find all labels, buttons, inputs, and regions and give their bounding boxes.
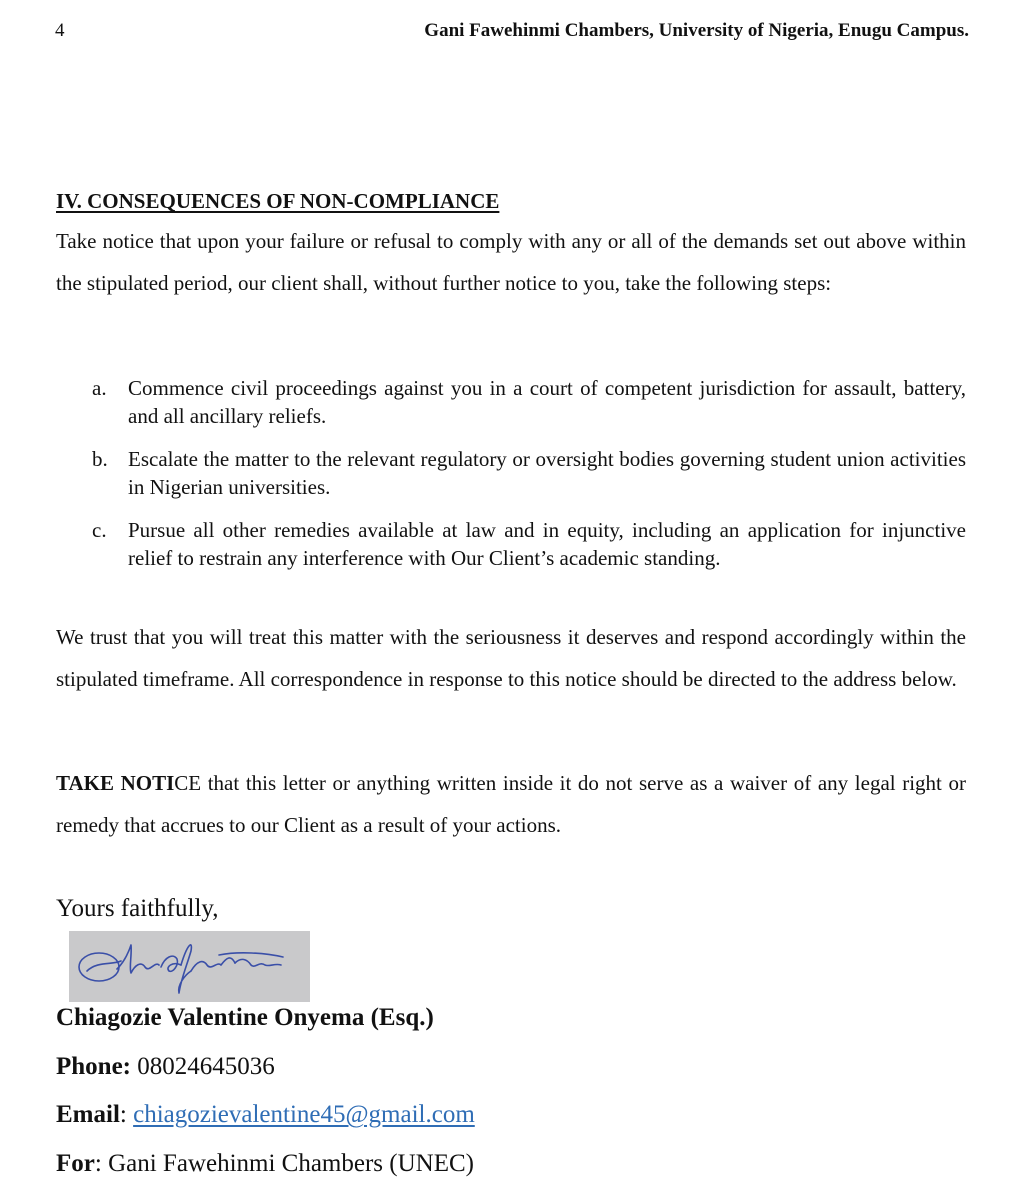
take-notice-text: CE that this letter or anything written inside it do not serve as a waiver of any legal right or remedy that accrues to our Client as a result of your actions. bbox=[56, 771, 966, 837]
list-item-text: Commence civil proceedings against you in a court of competent jurisdiction for assault, battery, and all ancillary reliefs. bbox=[128, 376, 966, 428]
for-value: : Gani Fawehinmi Chambers (UNEC) bbox=[94, 1150, 474, 1177]
phone-value: 08024645036 bbox=[137, 1053, 275, 1080]
signature-icon bbox=[69, 931, 310, 1002]
phone-line bbox=[56, 1053, 275, 1081]
list-marker: a. bbox=[92, 376, 107, 400]
list-marker: c. bbox=[92, 518, 107, 542]
page-number: 4 bbox=[55, 20, 65, 41]
signer-name: Chiagozie Valentine Onyema (Esq.) bbox=[56, 1004, 434, 1031]
phone-label: Phone: bbox=[56, 1053, 131, 1080]
list-marker: b. bbox=[92, 447, 108, 471]
intro-paragraph: Take notice that upon your failure or refusal to comply with any or all of the demands set out above within the stipulated period, our client shall, without further notice to you, take the following steps: bbox=[56, 229, 966, 295]
email-separator: : bbox=[119, 1101, 127, 1128]
handwritten-signature bbox=[69, 931, 310, 1002]
take-notice-bold: TAKE NOTI bbox=[56, 771, 175, 795]
email-label: Email bbox=[56, 1101, 120, 1128]
trust-paragraph: We trust that you will treat this matter with the seriousness it deserves and respond accordingly within the stipulated timeframe. All correspondence in response to this notice should be directed to the address below. bbox=[56, 625, 966, 691]
list-item-text: Pursue all other remedies available at law and in equity, including an application for injunctive relief to restrain any interference with Our Client’s academic standing. bbox=[128, 518, 966, 570]
for-label: For bbox=[56, 1150, 95, 1177]
closing-salutation: Yours faithfully, bbox=[56, 895, 219, 922]
email-line bbox=[56, 1101, 475, 1129]
take-notice-paragraph bbox=[56, 763, 966, 846]
chambers-header-title: Gani Fawehinmi Chambers, University of Nigeria, Enugu Campus. bbox=[424, 20, 969, 41]
list-item-text: Escalate the matter to the relevant regulatory or oversight bodies governing student union activities in Nigerian universities. bbox=[128, 447, 966, 499]
section-heading: IV. CONSEQUENCES OF NON-COMPLIANCE bbox=[56, 189, 500, 213]
for-line bbox=[56, 1150, 474, 1178]
email-link[interactable]: chiagozievalentine45@gmail.com bbox=[133, 1101, 475, 1128]
